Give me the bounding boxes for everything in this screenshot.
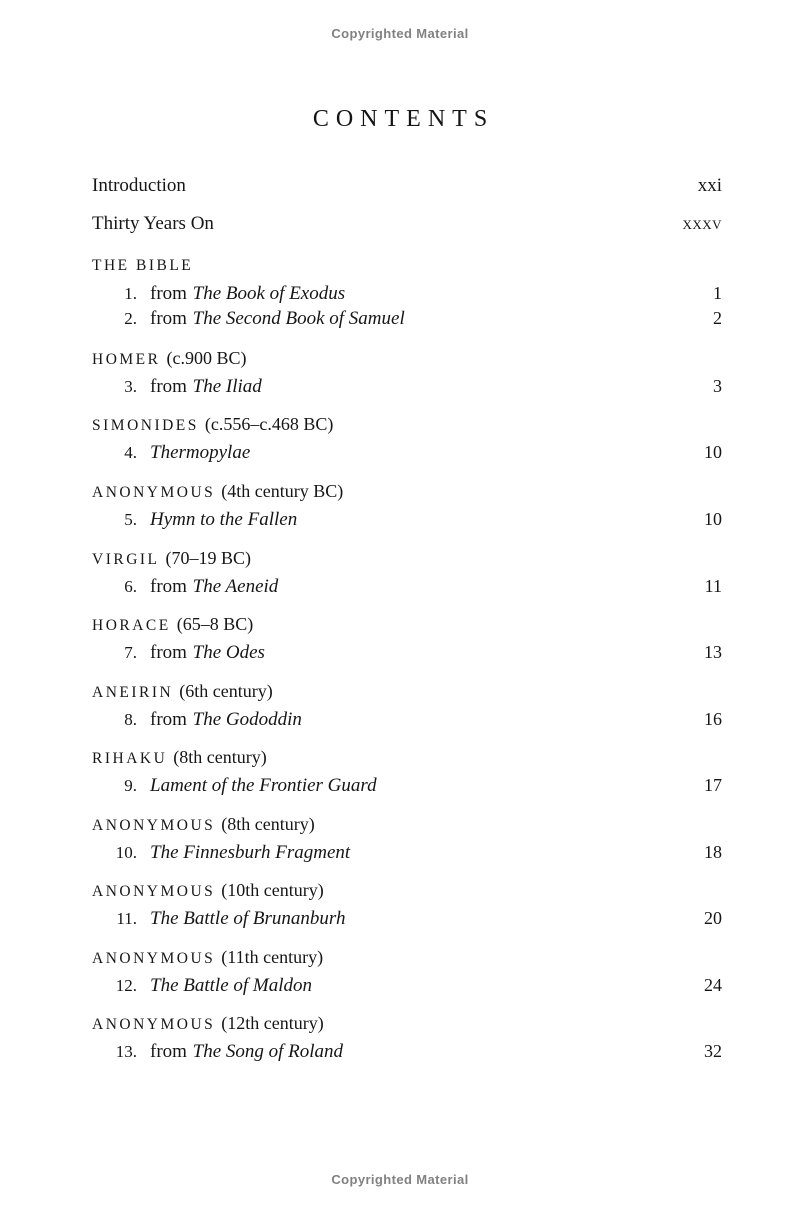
toc-item — [92, 843, 722, 862]
author-name: THE BIBLE — [92, 257, 194, 274]
section-header — [92, 258, 722, 274]
page-number: 11 — [704, 576, 722, 596]
table-of-contents — [92, 0, 722, 1216]
item-number: 1. — [124, 284, 137, 303]
item-number: 9. — [124, 776, 137, 795]
item-title — [150, 909, 345, 928]
author-name: HOMER — [92, 351, 161, 368]
page-title: CONTENTS — [312, 106, 495, 132]
item-title — [150, 710, 302, 729]
page-number: xxi — [697, 175, 722, 196]
toc-item — [92, 510, 722, 529]
toc-item — [92, 309, 722, 328]
copyright-notice-bottom: Copyrighted Material — [331, 1172, 469, 1187]
page-number: 2 — [713, 308, 722, 328]
author-name: ANONYMOUS — [92, 883, 216, 900]
item-number: 4. — [124, 443, 137, 462]
section-header — [92, 748, 722, 767]
item-number: 7. — [124, 643, 137, 662]
section-header — [92, 815, 722, 834]
section-header — [92, 549, 722, 568]
item-title — [150, 510, 297, 529]
toc-item — [92, 710, 722, 729]
item-title — [150, 443, 250, 462]
author-dates: (11th century) — [221, 947, 324, 967]
author-dates: (4th century BC) — [221, 481, 344, 501]
author-name: VIRGIL — [92, 551, 160, 568]
author-name: RIHAKU — [92, 750, 168, 767]
item-number: 2. — [124, 309, 137, 328]
item-prefix: from — [150, 642, 187, 663]
work-title: The Song of Roland — [192, 1041, 344, 1062]
section-header — [92, 881, 722, 900]
work-title: The Gododdin — [192, 709, 302, 730]
author-dates: (c.556–c.468 BC) — [204, 414, 334, 434]
work-title: Lament of the Frontier Guard — [150, 775, 377, 796]
copyright-notice-top: Copyrighted Material — [331, 26, 469, 41]
author-name: ANONYMOUS — [92, 1016, 216, 1033]
page-number: 1 — [713, 283, 722, 303]
item-number: 10. — [115, 843, 137, 862]
item-number: 11. — [116, 909, 137, 928]
item-prefix: from — [150, 376, 187, 397]
page-number: 18 — [704, 842, 722, 862]
work-title: The Battle of Brunanburh — [150, 908, 346, 929]
page-number: 24 — [704, 975, 722, 995]
entry-label: Introduction — [92, 175, 186, 196]
toc-item — [92, 377, 722, 396]
author-dates: (6th century) — [179, 681, 273, 701]
item-number: 13. — [115, 1042, 137, 1061]
item-title — [150, 377, 262, 396]
work-title: The Battle of Maldon — [150, 975, 313, 996]
author-dates: (70–19 BC) — [165, 548, 252, 568]
item-title — [150, 976, 312, 995]
toc-item — [92, 577, 722, 596]
page-number: 13 — [704, 642, 722, 662]
item-number: 5. — [124, 510, 137, 529]
page-number: 10 — [704, 442, 722, 462]
item-title — [150, 843, 350, 862]
item-title — [150, 284, 345, 303]
entry-label: Thirty Years On — [92, 213, 214, 234]
author-name: ANEIRIN — [92, 684, 174, 701]
toc-item — [92, 1042, 722, 1061]
item-prefix: from — [150, 709, 187, 730]
toc-item — [92, 443, 722, 462]
work-title: The Finnesburh Fragment — [150, 842, 351, 863]
item-prefix: from — [150, 1041, 187, 1062]
work-title: The Iliad — [192, 376, 262, 397]
item-prefix: from — [150, 576, 187, 597]
section-header — [92, 482, 722, 501]
section-header — [92, 682, 722, 701]
item-number: 12. — [115, 976, 137, 995]
toc-item — [92, 976, 722, 995]
toc-row-thirty-years-on — [92, 214, 722, 233]
work-title: The Aeneid — [192, 576, 279, 597]
author-dates: (c.900 BC) — [166, 348, 247, 368]
toc-item — [92, 284, 722, 303]
item-title — [150, 776, 377, 795]
page-number: 32 — [704, 1041, 722, 1061]
item-title — [150, 1042, 343, 1061]
author-dates: (10th century) — [221, 880, 324, 900]
section-header — [92, 415, 722, 434]
page-number: 20 — [704, 908, 722, 928]
author-dates: (8th century) — [173, 747, 267, 767]
item-prefix: from — [150, 308, 187, 329]
toc-item — [92, 643, 722, 662]
page-number: 16 — [704, 709, 722, 729]
author-name: HORACE — [92, 617, 171, 634]
work-title: The Second Book of Samuel — [192, 308, 405, 329]
work-title: The Odes — [192, 642, 265, 663]
item-number: 6. — [124, 577, 137, 596]
page-number: 10 — [704, 509, 722, 529]
item-number: 3. — [124, 377, 137, 396]
section-header — [92, 948, 722, 967]
page-number: xxxv — [682, 213, 722, 234]
page-number: 17 — [704, 775, 722, 795]
author-name: SIMONIDES — [92, 417, 199, 434]
item-title — [150, 643, 265, 662]
author-dates: (12th century) — [221, 1013, 324, 1033]
author-name: ANONYMOUS — [92, 484, 216, 501]
item-number: 8. — [124, 710, 137, 729]
work-title: Thermopylae — [150, 442, 251, 463]
author-dates: (8th century) — [221, 814, 315, 834]
work-title: The Book of Exodus — [192, 283, 346, 304]
author-name: ANONYMOUS — [92, 950, 216, 967]
work-title: Hymn to the Fallen — [150, 509, 298, 530]
item-title — [150, 577, 278, 596]
section-header — [92, 349, 722, 368]
author-name: ANONYMOUS — [92, 817, 216, 834]
section-header — [92, 615, 722, 634]
item-title — [150, 309, 405, 328]
author-dates: (65–8 BC) — [176, 614, 254, 634]
item-prefix: from — [150, 283, 187, 304]
section-header — [92, 1014, 722, 1033]
toc-row-introduction — [92, 176, 722, 195]
page-number: 3 — [713, 376, 722, 396]
toc-item — [92, 776, 722, 795]
toc-item — [92, 909, 722, 928]
